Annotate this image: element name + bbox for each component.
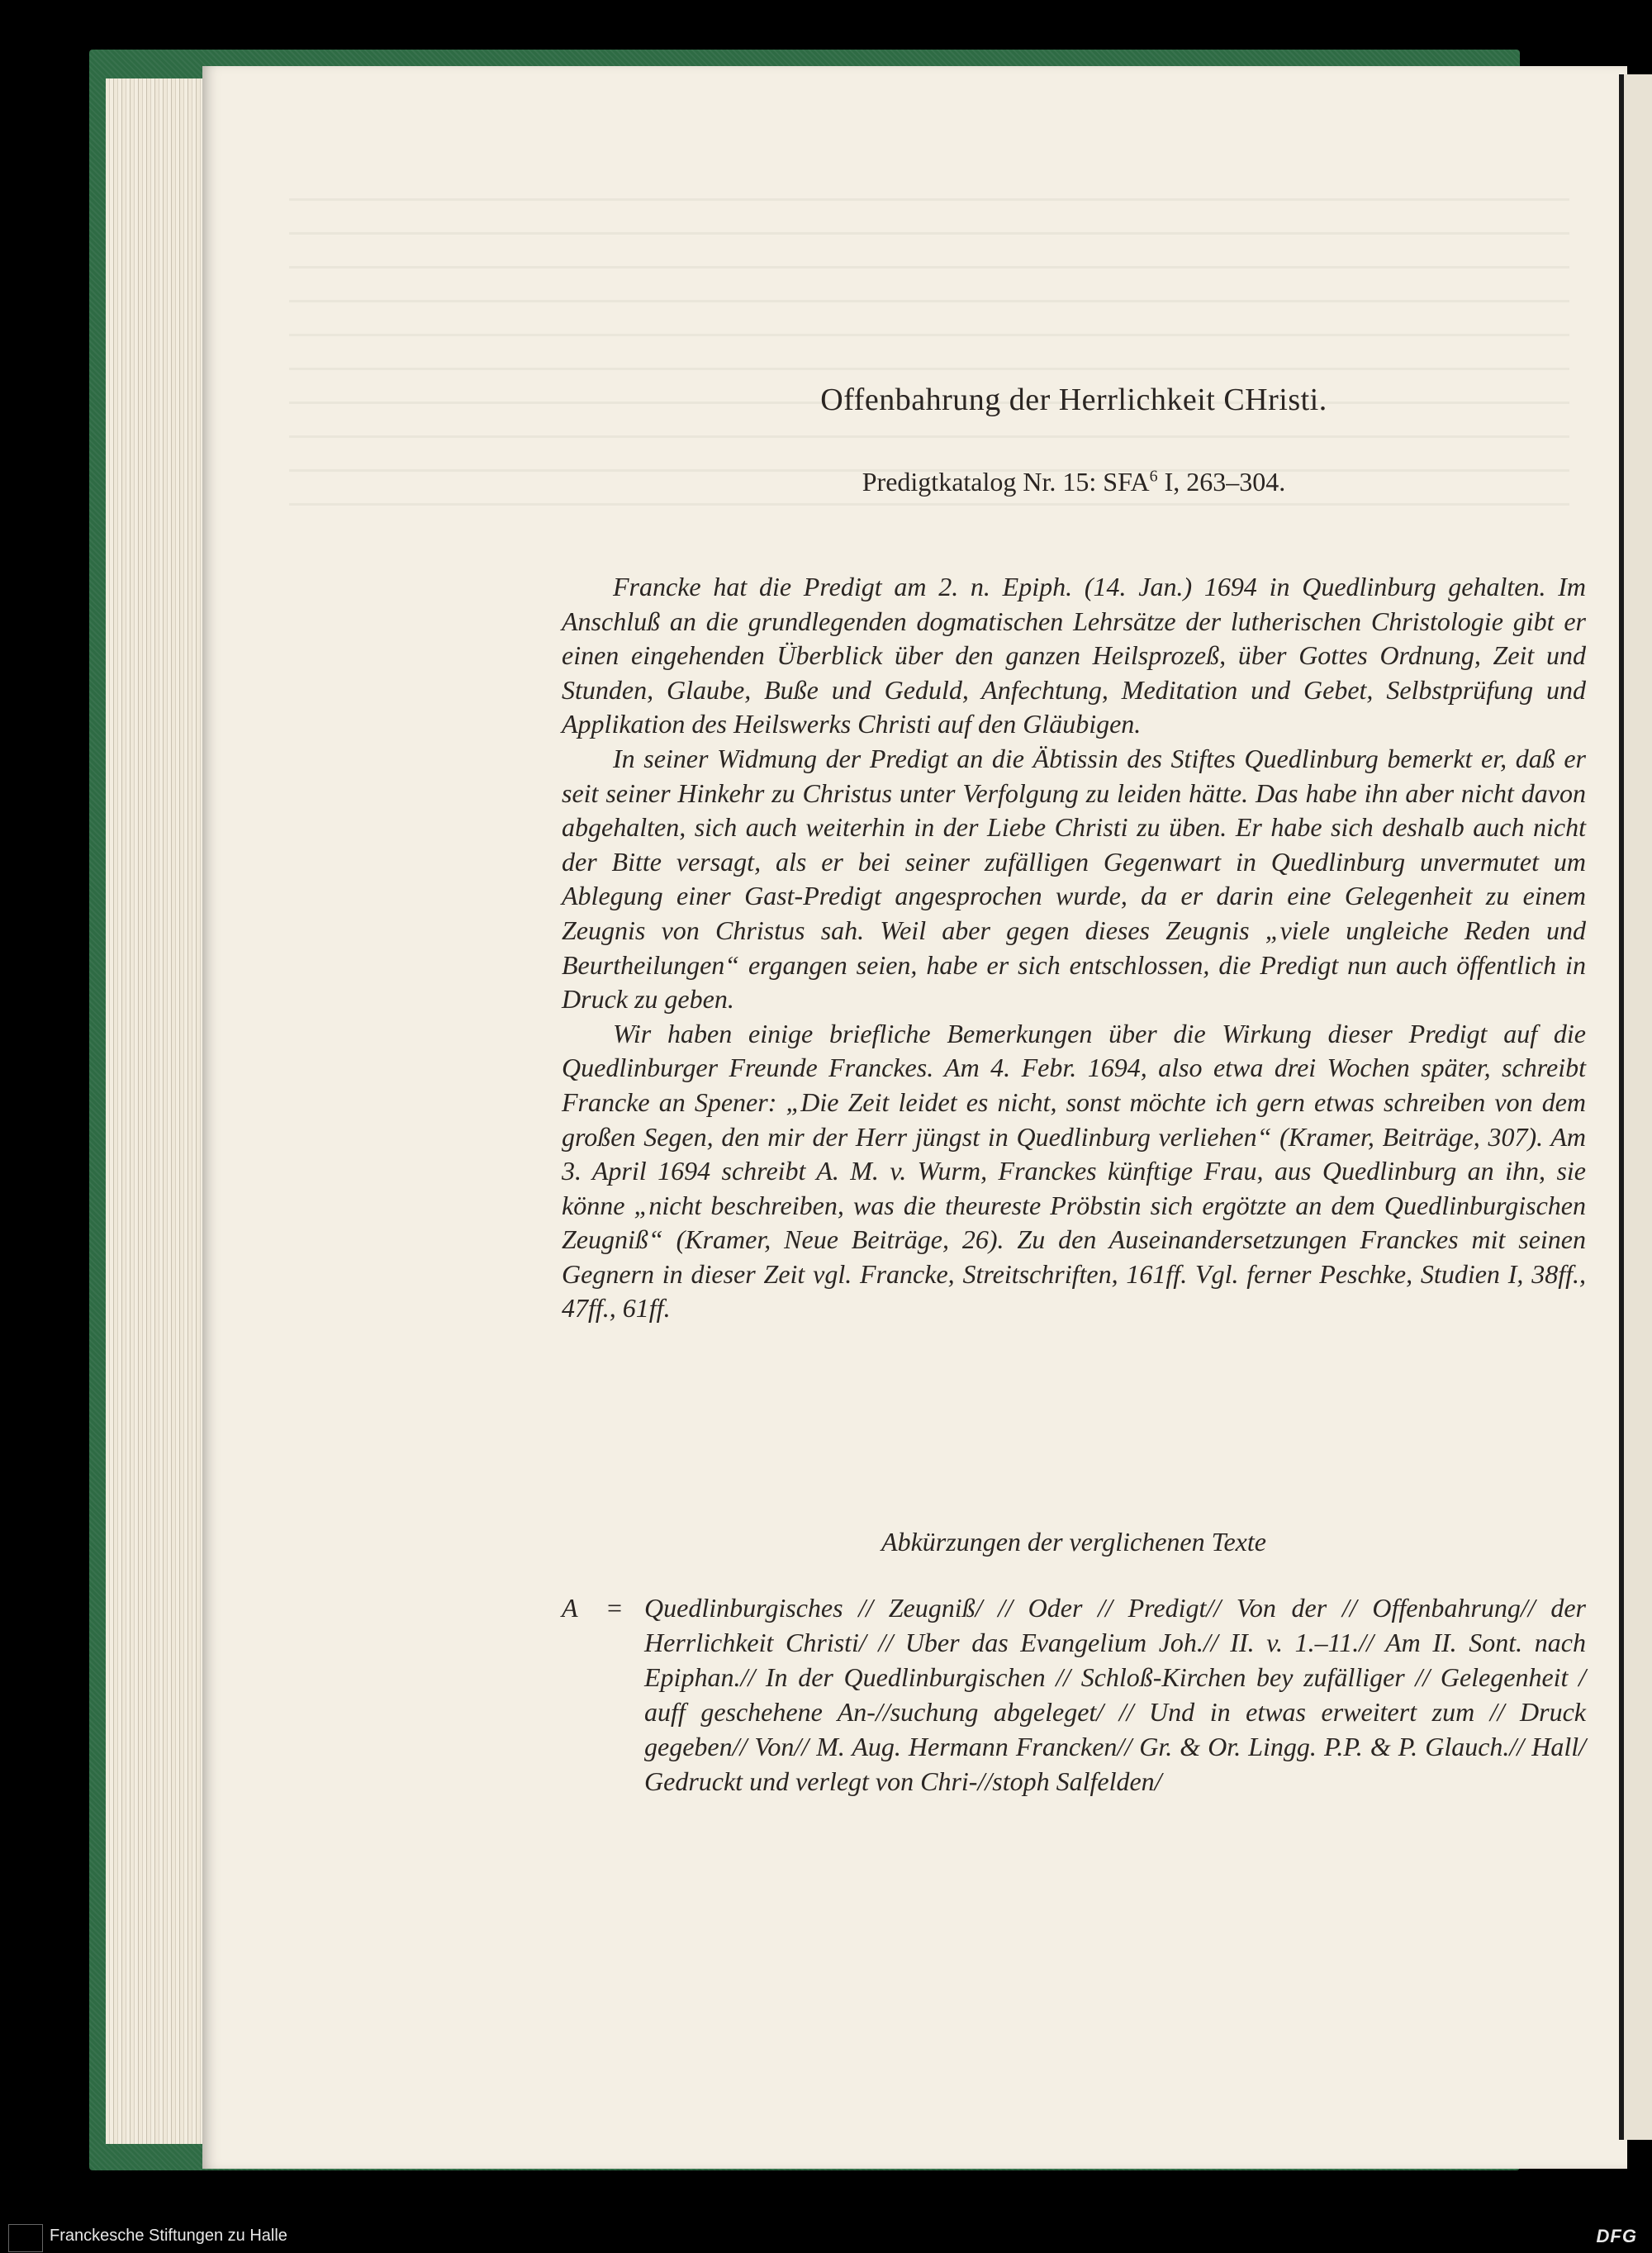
abbreviation-entry — [562, 1590, 1586, 1799]
subtitle-suffix: I, 263–304. — [1157, 467, 1286, 497]
page-subtitle — [578, 467, 1569, 497]
abbreviations-heading: Abkürzungen der verglichenen Texte — [881, 1527, 1266, 1557]
paragraph: Francke hat die Predigt am 2. n. Epiph. (14. Jan.) 1694 in Quedlinburg gehalten. Im Anschluß an die grundlegenden dogmatischen Lehrsätze der lutherischen Christologie gibt er einen eingehenden Überblick über den ganzen Heilsprozeß, über Gottes Ordnung, Zeit und Stunden, Glaube, Buße und Geduld, Anfechtung, Meditation und Gebet, Selbstprüfung und Applikation des Heilswerks Christi auf den Gläubigen. — [562, 572, 1586, 739]
entry-siglum: A — [562, 1593, 578, 1623]
paragraph: Wir haben einige briefliche Bemerkungen über die Wirkung dieser Predigt auf die Quedlinburger Freunde Franckes. Am 4. Febr. 1694, also etwa drei Wochen später, schreibt Francke an Spener: „Die Zeit leidet es nicht, sonst möchte ich gern etwas schreiben von dem großen Segen, den mir der Herr jüngst in Quedlinburg verliehen“ (Kramer, Beiträge, 307). Am 3. April 1694 schreibt A. M. v. Wurm, Franckes künftige Frau, aus Quedlinburg an ihn, sie könne „nicht beschreiben, was die theureste Pröbstin sich ergötzte an dem Quedlinburgischen Zeugniß“ (Kramer, Neue Beiträge, 26). Zu den Auseinandersetzungen Franckes mit seinen Gegnern in dieser Zeit vgl. Francke, Streitschriften, 161ff. Vgl. ferner Peschke, Studien I, 38ff., 47ff., 61ff. — [562, 1018, 1586, 1324]
page-title: Offenbahrung der Herrlichkeit CHristi. — [820, 383, 1327, 417]
institution-logo — [8, 2224, 43, 2252]
page-edges — [106, 78, 213, 2144]
body-text — [562, 570, 1586, 1326]
dfg-logo: DFG — [1596, 2226, 1637, 2246]
institution-name: Franckesche Stiftungen zu Halle — [50, 2227, 287, 2245]
subtitle-prefix: Predigtkatalog Nr. 15: SFA — [862, 467, 1150, 497]
subtitle-superscript: 6 — [1149, 467, 1158, 486]
entry-text: Quedlinburgisches // Zeugniß/ // Oder // Predigt// Von der // Offenbahrung// der Herrlichkeit Christi/ // Uber das Evangelium Joh.// II. v. 1.–11.// Am II. Sont. nach Epiphan.// In der Quedlinburgischen // Schloß-Kirchen bey zufälliger // Gelegenheit / auff geschehene An-//suchung abgeleget/ // Und in etwas erweitert zum // Druck gegeben// Von// M. Aug. Hermann Francken// Gr. & Or. Lingg. P.P. & P. Glauch.// Hall/ Gedruckt und verlegt von Chri-//stoph Salfelden/ — [644, 1593, 1586, 1796]
adjacent-page-edge — [1619, 74, 1652, 2140]
entry-equals: = — [607, 1593, 623, 1623]
paragraph: In seiner Widmung der Predigt an die Äbtissin des Stiftes Quedlinburg bemerkt er, daß er seit seiner Hinkehr zu Christus unter Verfolgung zu leiden hätte. Das habe ihn aber nicht davon abgehalten, sich auch weiterhin in der Liebe Christi zu üben. Er habe sich deshalb auch nicht der Bitte versagt, als er bei seiner zufälligen Gegenwart in Quedlinburg unvermutet um Ablegung einer Gast-Predigt angesprochen wurde, da er darin eine Gelegenheit zu einem Zeugnis von Christus sah. Weil aber gegen dieses Zeugnis „viele ungleiche Reden und Beurtheilungen“ ergangen seien, habe er sich entschlossen, die Predigt nun auch öffentlich in Druck zu geben. — [562, 743, 1586, 1015]
